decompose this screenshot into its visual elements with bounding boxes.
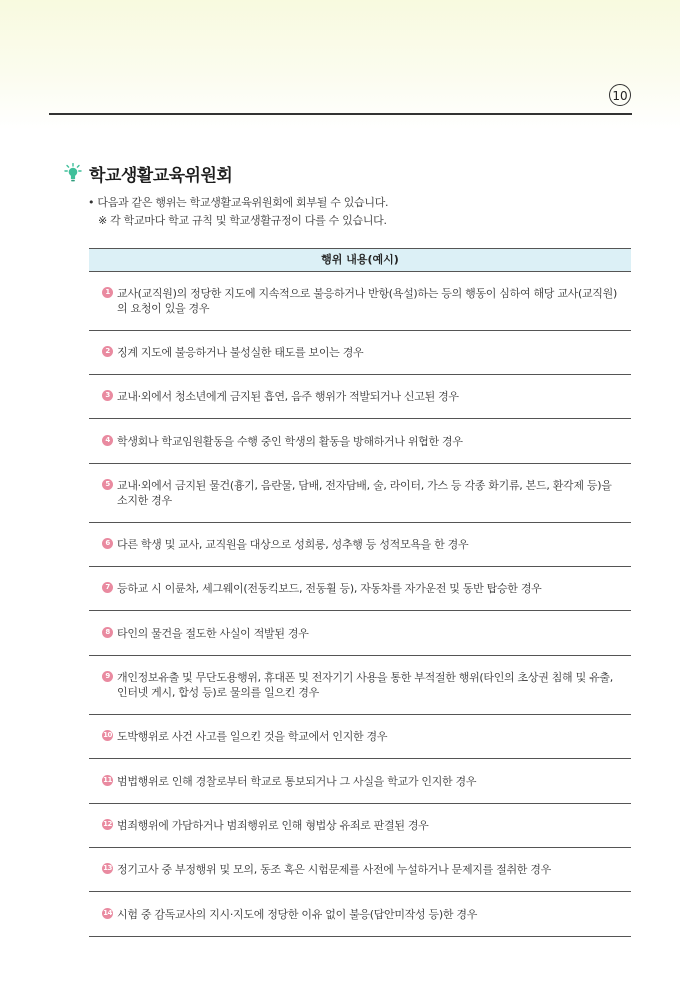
row-content xyxy=(102,626,315,641)
table-row xyxy=(89,656,631,715)
intro-note: ※ 각 학교마다 학교 규칙 및 학교생활규정이 다를 수 있습니다. xyxy=(98,214,387,227)
row-text: 정기고사 중 부정행위 및 모의, 동조 혹은 시험문제를 사전에 누설하거나 문제지를 절취한 경우 xyxy=(117,863,551,876)
row-number-badge: 10 xyxy=(103,731,112,739)
row-content xyxy=(102,862,557,877)
table-row xyxy=(89,375,631,419)
header-divider xyxy=(49,113,632,115)
row-text: 등하교 시 이륜차, 세그웨이(전동킥보드, 전동휠 등), 자동차를 자가운전 및 동반 탑승한 경우 xyxy=(117,582,542,595)
table-row xyxy=(89,715,631,759)
row-text: 시험 중 감독교사의 지시·지도에 정당한 이유 없이 불응(답안미작성 등)한 경우 xyxy=(117,907,478,921)
row-text: 범법행위로 인해 경찰로부터 학교로 통보되거나 그 사실을 학교가 인지한 경우 xyxy=(117,774,477,788)
section-title: 학교생활교육위원회 xyxy=(89,166,233,186)
row-content xyxy=(102,286,631,316)
lightbulb-icon xyxy=(64,163,82,183)
table-body xyxy=(89,272,631,937)
row-number-badge: 12 xyxy=(103,820,112,828)
row-content xyxy=(102,434,469,449)
table-row xyxy=(89,419,631,464)
table-row xyxy=(89,272,631,331)
row-content xyxy=(102,537,474,552)
top-gradient-band xyxy=(0,0,680,130)
row-text: 개인정보유출 및 무단도용행위, 휴대폰 및 전자기기 사용을 통한 부적절한 행위(타인의 초상권 침해 및 유출, 인터넷 게시, 합성 등)로 물의를 일으킨 경우 xyxy=(117,671,613,699)
row-number-badge: 1 xyxy=(102,287,113,298)
behavior-table xyxy=(89,248,631,937)
row-number-badge: 3 xyxy=(102,390,113,401)
row-text: 도박행위로 사건 사고를 일으킨 것을 학교에서 인지한 경우 xyxy=(117,730,388,743)
intro-text xyxy=(88,194,388,230)
row-text: 교사(교직원)의 정당한 지도에 지속적으로 불응하거나 반항(욕설)하는 등의 행동이 심하여 해당 교사(교직원)의 요청이 있을 경우 xyxy=(117,287,617,315)
table-row xyxy=(89,567,631,611)
row-content xyxy=(102,818,435,833)
row-text: 교내·외에서 금지된 물건(흉기, 음란물, 담배, 전자담배, 술, 라이터, 가스 등 각종 화기류, 본드, 환각제 등)을 소지한 경우 xyxy=(117,479,612,507)
page-number: 10 xyxy=(609,84,631,106)
table-row xyxy=(89,611,631,656)
table-row xyxy=(89,523,631,567)
row-content xyxy=(102,478,631,508)
table-row xyxy=(89,804,631,848)
row-text: 타인의 물건을 절도한 사실이 적발된 경우 xyxy=(117,626,309,640)
row-text: 징계 지도에 불응하거나 불성실한 태도를 보이는 경우 xyxy=(117,346,364,359)
row-number-badge: 9 xyxy=(102,671,113,682)
row-content xyxy=(102,345,369,360)
row-number-badge: 6 xyxy=(102,538,113,549)
row-content xyxy=(102,774,482,789)
row-number-badge: 7 xyxy=(102,582,113,593)
intro-bullet: • 다음과 같은 행위는 학교생활교육위원회에 회부될 수 있습니다. xyxy=(88,196,389,209)
row-text: 범죄행위에 가담하거나 범죄행위로 인해 형법상 유죄로 판결된 경우 xyxy=(117,819,429,832)
row-number-badge: 5 xyxy=(102,479,113,490)
row-number-badge: 4 xyxy=(102,435,113,446)
row-content xyxy=(102,581,547,596)
row-text: 다른 학생 및 교사, 교직원을 대상으로 성희롱, 성추행 등 성적모욕을 한 경우 xyxy=(117,538,469,551)
table-row xyxy=(89,464,631,523)
row-number-badge: 11 xyxy=(103,775,112,784)
row-content xyxy=(102,729,393,744)
table-row xyxy=(89,331,631,375)
row-number-badge: 14 xyxy=(103,908,112,917)
table-header: 행위 내용(예시) xyxy=(89,248,631,272)
row-content xyxy=(102,907,483,922)
row-number-badge: 13 xyxy=(103,864,112,872)
table-row xyxy=(89,759,631,804)
row-content xyxy=(102,389,465,404)
row-number-badge: 2 xyxy=(102,346,113,357)
table-row xyxy=(89,848,631,892)
row-text: 학생회나 학교임원활동을 수행 중인 학생의 활동을 방해하거나 위협한 경우 xyxy=(117,434,463,448)
row-text: 교내·외에서 청소년에게 금지된 흡연, 음주 행위가 적발되거나 신고된 경우 xyxy=(117,390,459,403)
row-content xyxy=(102,670,631,700)
row-number-badge: 8 xyxy=(102,627,113,638)
table-row xyxy=(89,892,631,937)
